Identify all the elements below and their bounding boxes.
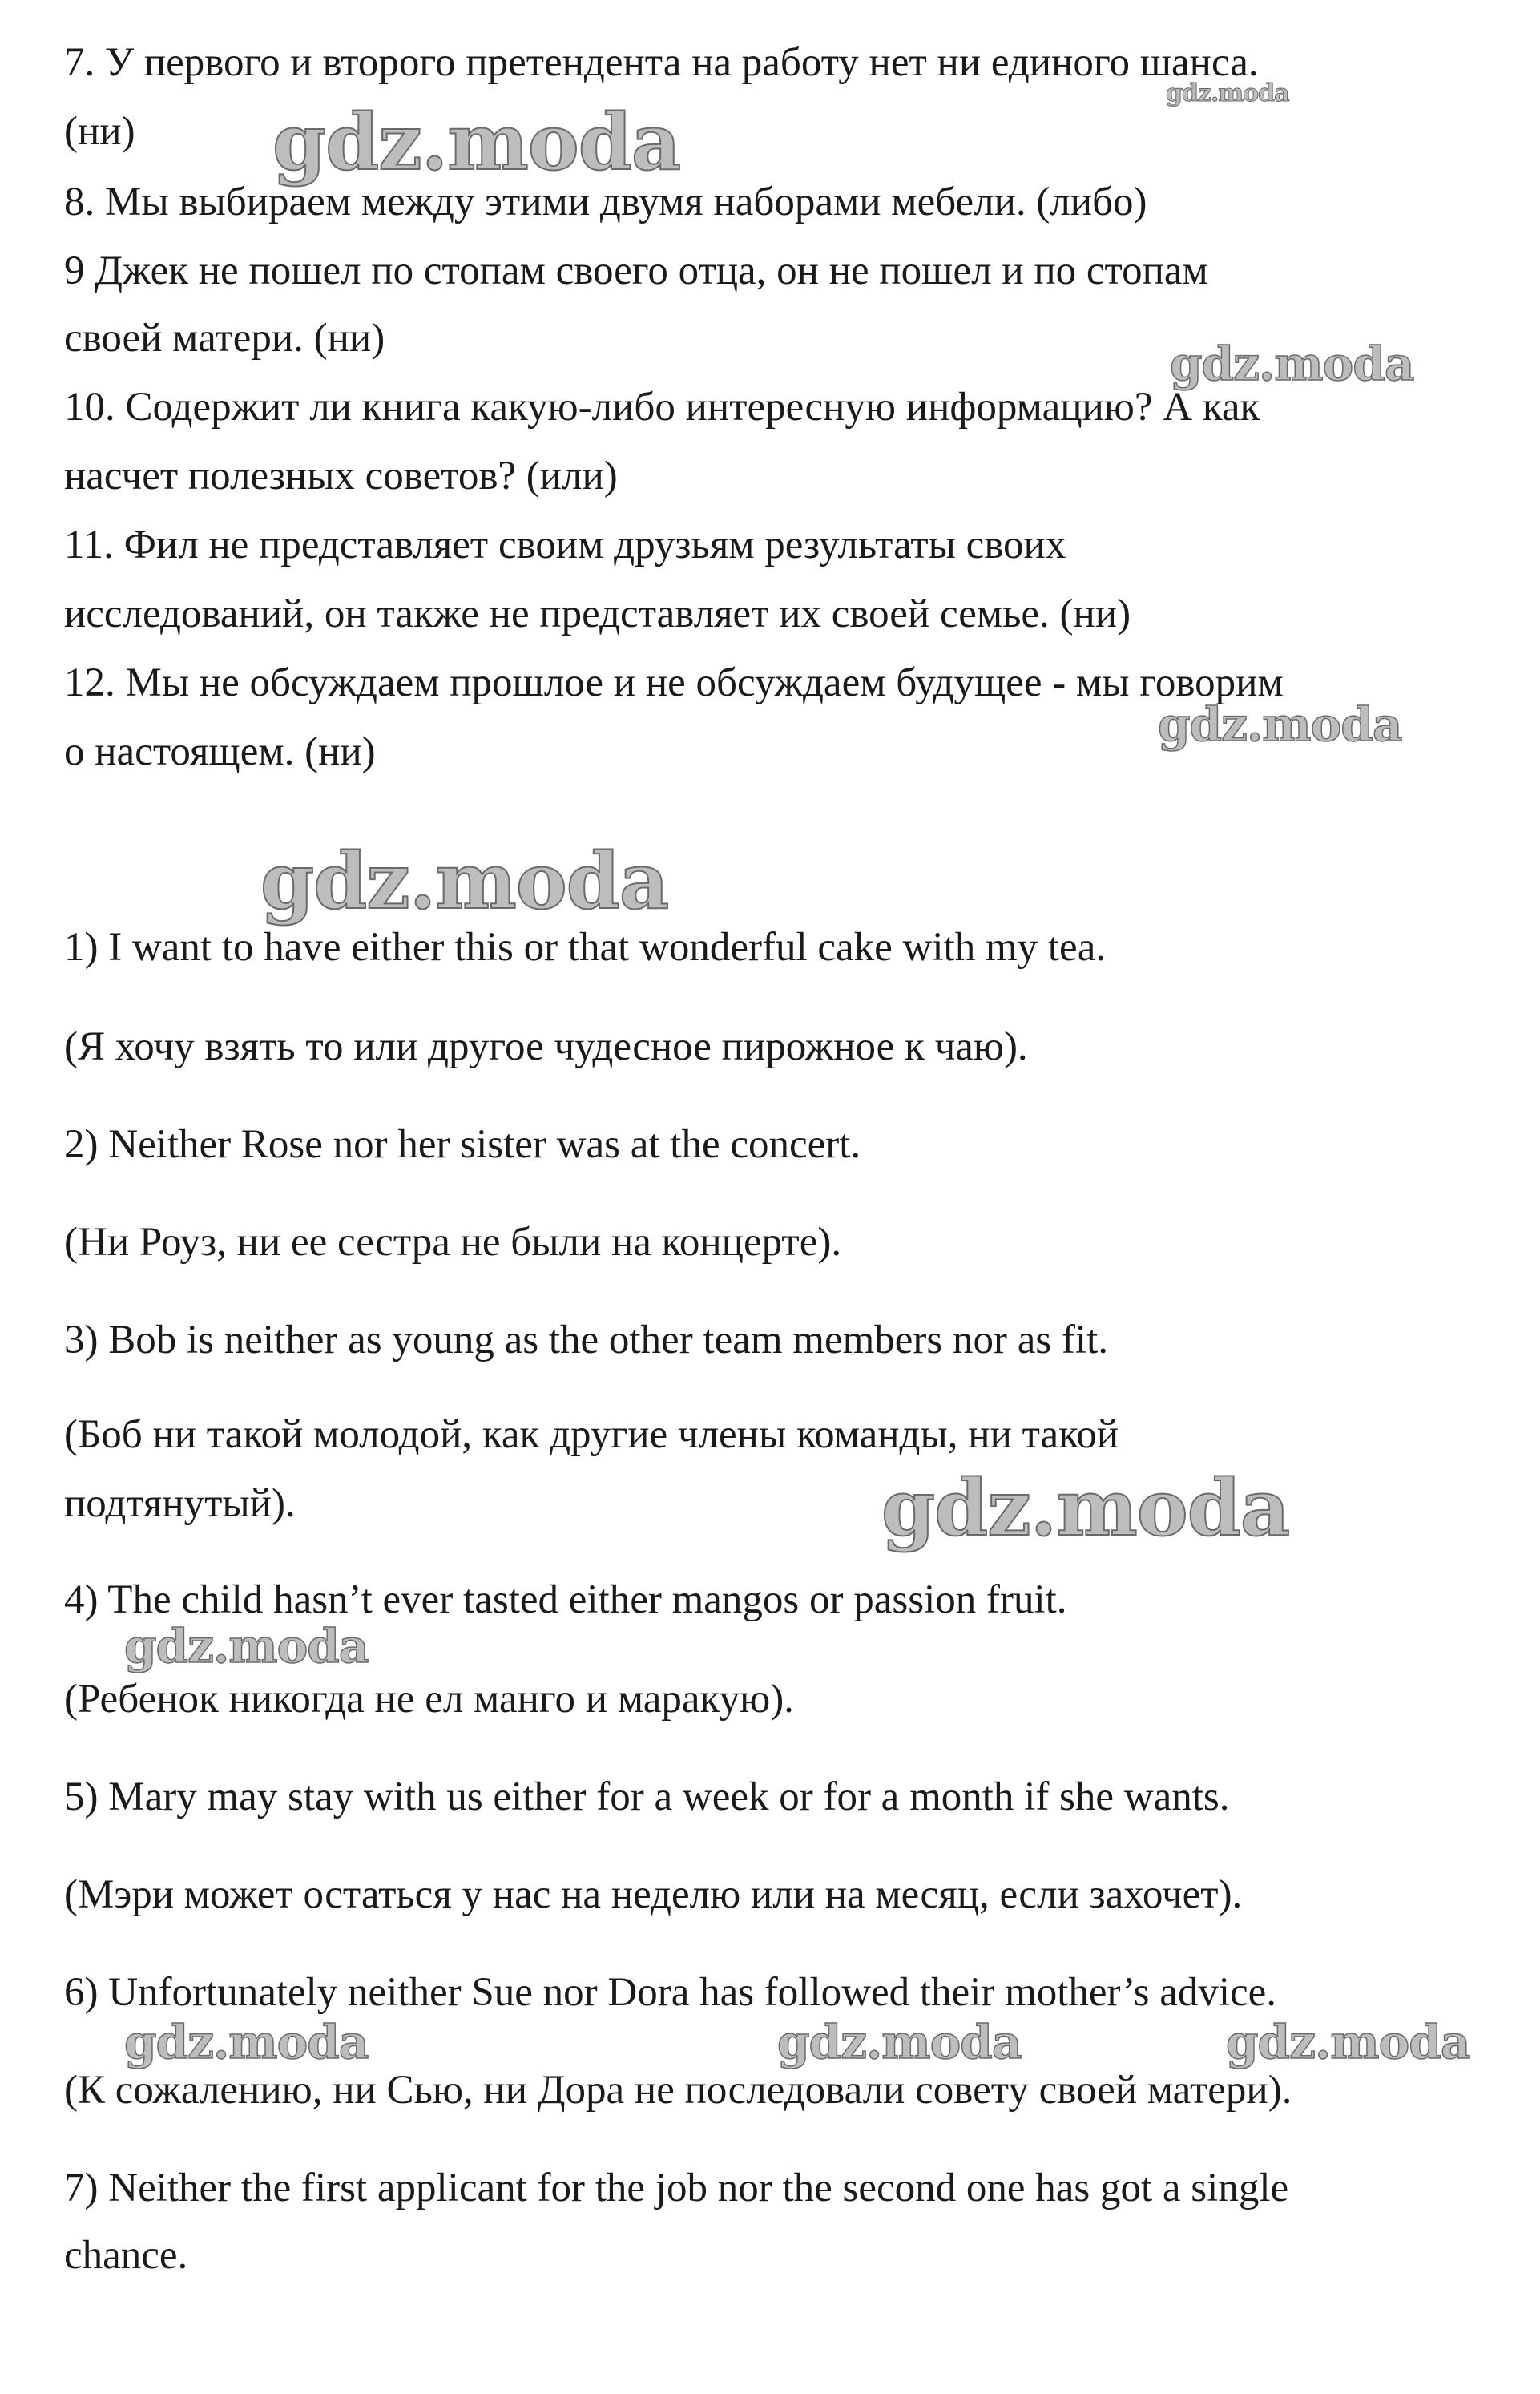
watermark: gdz.moda [1170, 337, 1414, 391]
answer-line: подтянутый). [64, 1481, 296, 1526]
answer-line: (Мэри может остаться у нас на неделю или на месяц, если захочет). [64, 1872, 1243, 1917]
answer-line: (Я хочу взять то или другое чудесное пирожное к чаю). [64, 1024, 1028, 1069]
answer-line: (Ни Роуз, ни ее сестра не были на концерте). [64, 1220, 842, 1265]
watermark: gdz.moda [1226, 2015, 1470, 2069]
answer-line: 5) Mary may stay with us either for a week or for a month if she wants. [64, 1774, 1230, 1819]
watermark: gdz.moda [260, 836, 669, 927]
text-line: о настоящем. (ни) [64, 729, 376, 774]
text-line: 12. Мы не обсуждаем прошлое и не обсуждаем будущее - мы говорим [64, 660, 1284, 705]
answer-line: 4) The child hasn’t ever tasted either mangos or passion fruit. [64, 1577, 1067, 1622]
text-line: 10. Содержит ли книга какую-либо интересную информацию? А как [64, 385, 1260, 430]
answer-line: (Боб ни такой молодой, как другие члены команды, ни такой [64, 1412, 1119, 1457]
answer-line: 2) Neither Rose nor her sister was at the concert. [64, 1122, 861, 1167]
text-line: 9 Джек не пошел по стопам своего отца, он не пошел и по стопам [64, 248, 1208, 293]
answer-line: 6) Unfortunately neither Sue nor Dora has followed their mother’s advice. [64, 1970, 1277, 2015]
watermark: gdz.moda [1166, 79, 1289, 107]
text-line: 8. Мы выбираем между этими двумя наборами мебели. (либо) [64, 180, 1147, 224]
watermark: gdz.moda [1158, 697, 1402, 752]
text-line: 7. У первого и второго претендента на работу нет ни единого шанса. [64, 40, 1259, 85]
answer-line: (К сожалению, ни Сью, ни Дора не последовали совету своей матери). [64, 2068, 1292, 2113]
watermark: gdz.moda [272, 97, 681, 188]
watermark: gdz.moda [124, 2015, 369, 2069]
watermark: gdz.moda [777, 2015, 1022, 2069]
watermark: gdz.moda [881, 1463, 1290, 1553]
text-line: (ни) [64, 109, 135, 154]
answer-line: 3) Bob is neither as young as the other team members nor as fit. [64, 1318, 1109, 1363]
text-line: своей матери. (ни) [64, 316, 385, 361]
answer-line: chance. [64, 2233, 188, 2278]
answer-line: (Ребенок никогда не ел манго и маракую). [64, 1677, 794, 1722]
text-line: 11. Фил не представляет своим друзьям результаты своих [64, 523, 1066, 567]
watermark: gdz.moda [124, 1619, 369, 1673]
text-line: насчет полезных советов? (или) [64, 454, 618, 499]
answer-line: 1) I want to have either this or that wonderful cake with my tea. [64, 925, 1107, 970]
text-line: исследований, он также не представляет их своей семье. (ни) [64, 591, 1131, 636]
answer-line: 7) Neither the first applicant for the job nor the second one has got a single [64, 2166, 1289, 2210]
